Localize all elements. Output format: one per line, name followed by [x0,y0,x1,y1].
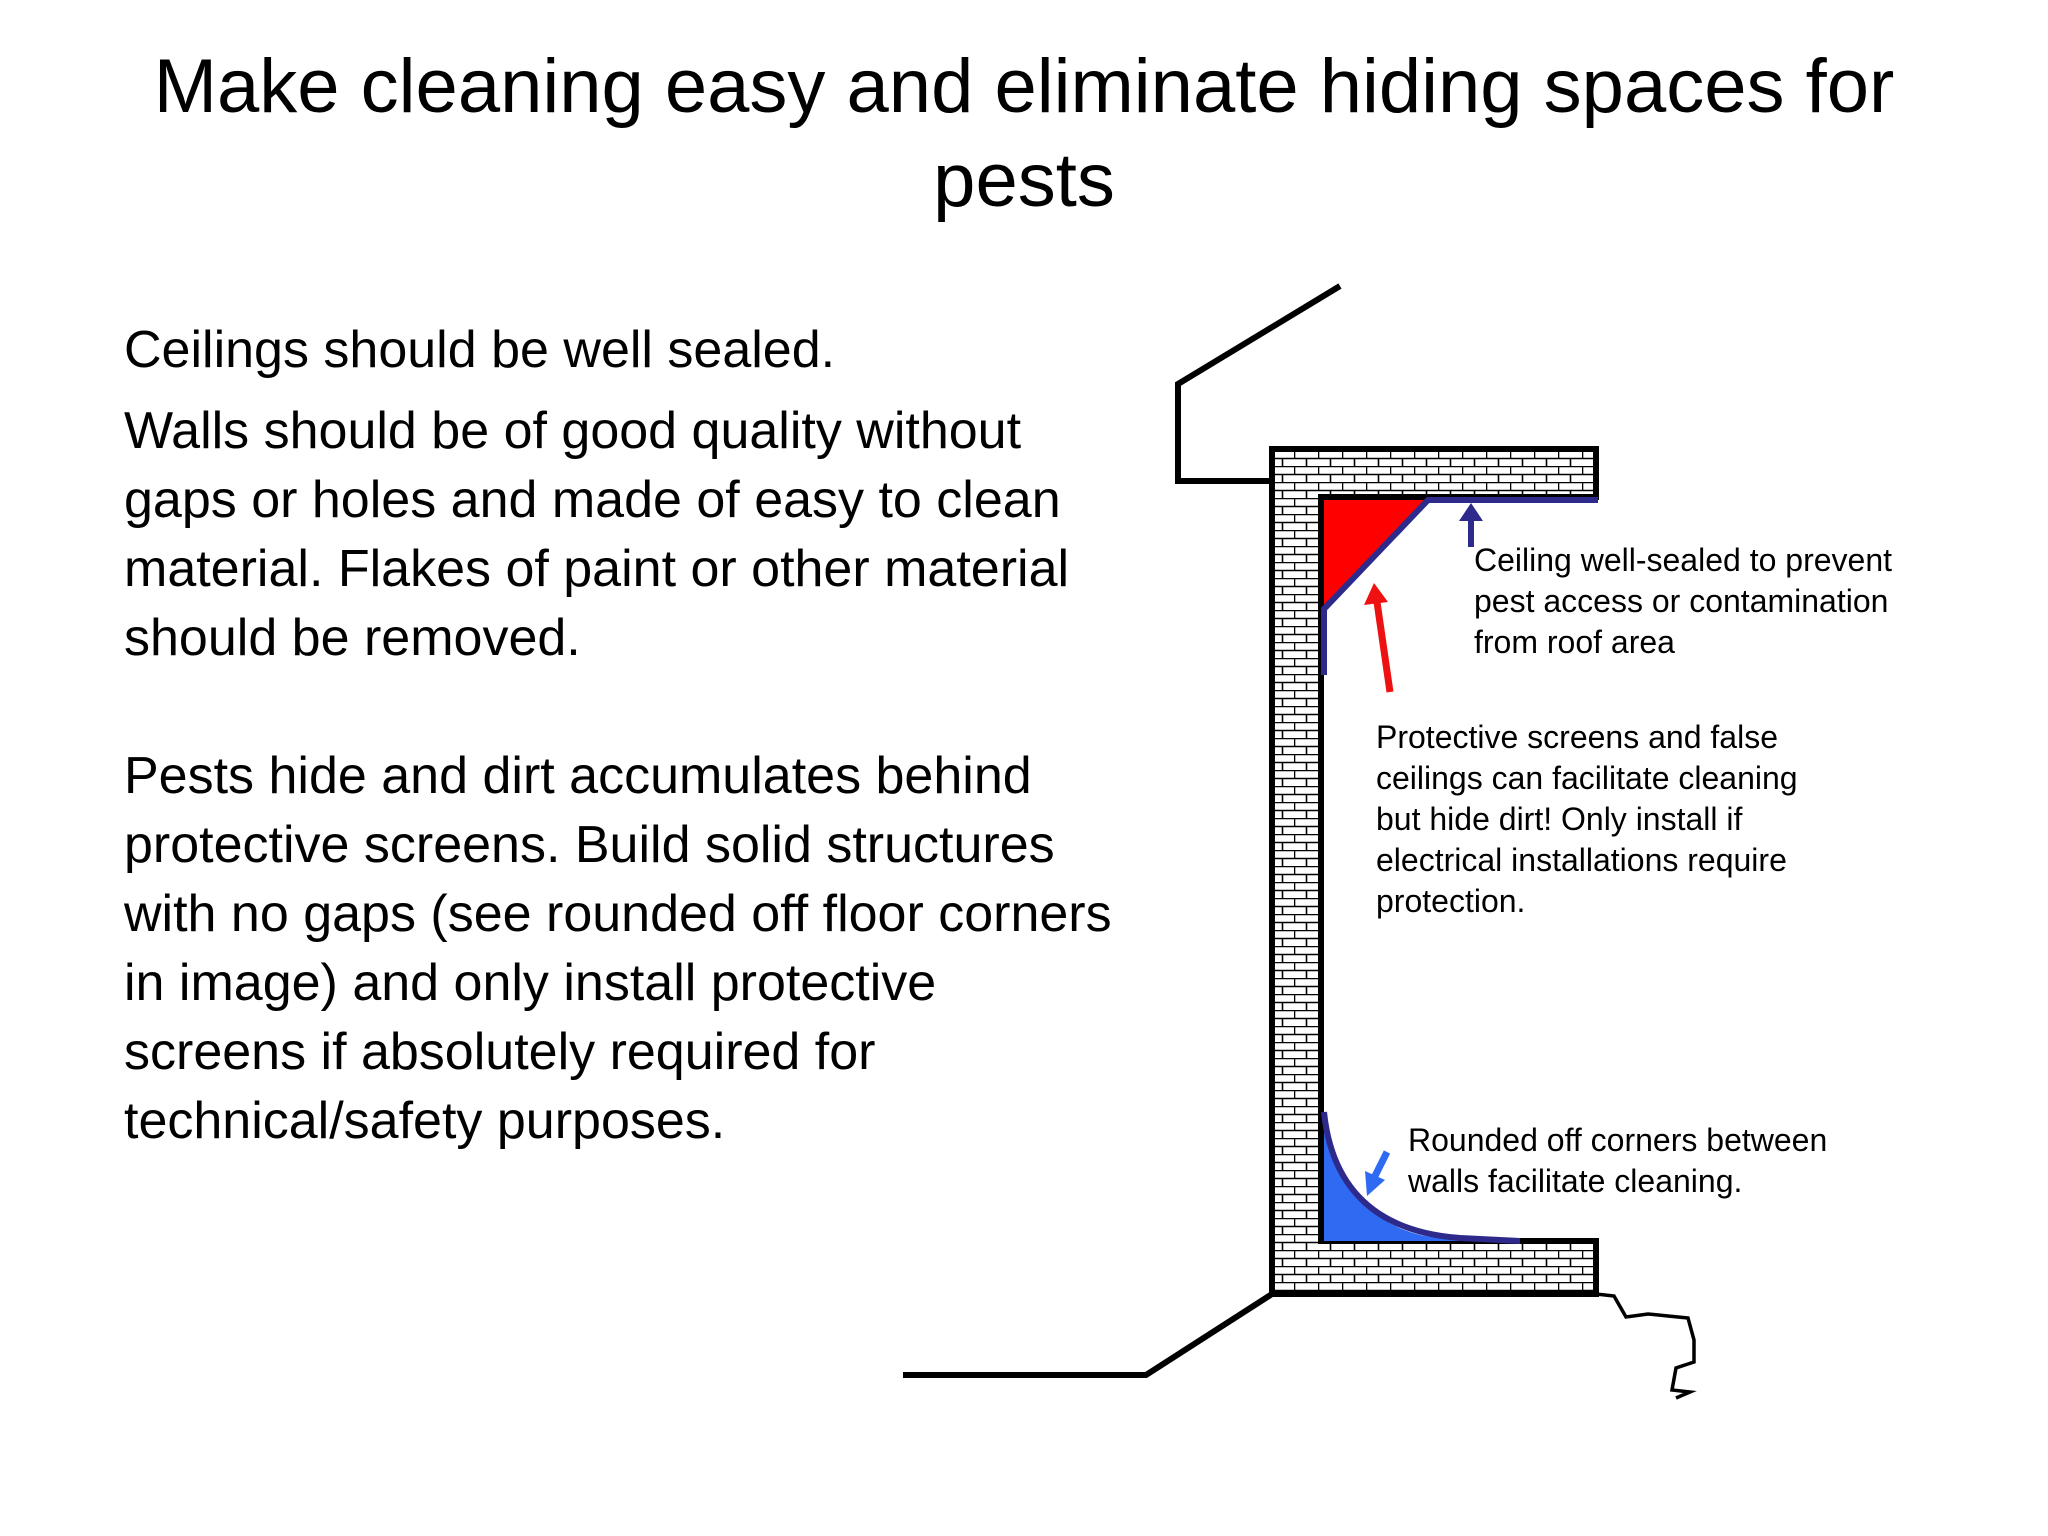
screen-arrow-shaft [1377,602,1390,692]
ceiling-arrow-head [1459,503,1483,521]
corner-arrow-shaft [1375,1152,1387,1176]
paragraph-ceilings: Ceilings should be well sealed. [124,321,836,379]
paragraph-pests: Pests hide and dirt accumulates behind protective screens. Build solid structures with no gaps (see rounded off floor corners in image) and only install protective screens if absolutely required for technical/safety purposes. [124,747,1112,1150]
ground-line-left [903,1294,1272,1375]
annotation-ceiling-sealed: Ceiling well-sealed to prevent pest access or contamination from roof area [1474,542,1892,660]
screen-arrow-head [1364,583,1388,605]
ground-line-right [1596,1294,1694,1398]
paragraph-walls: Walls should be of good quality without gaps or holes and made of easy to clean material. Flakes of paint or other material should be removed. [124,402,1070,667]
annotation-rounded-corners: Rounded off corners between walls facilitate cleaning. [1408,1122,1828,1199]
annotation-protective-screens: Protective screens and false ceilings can facilitate cleaning but hide dirt! Only install if electrical installations require protection. [1376,719,1798,919]
slide-title: Make cleaning easy and eliminate hiding spaces for pests [153,44,1895,223]
